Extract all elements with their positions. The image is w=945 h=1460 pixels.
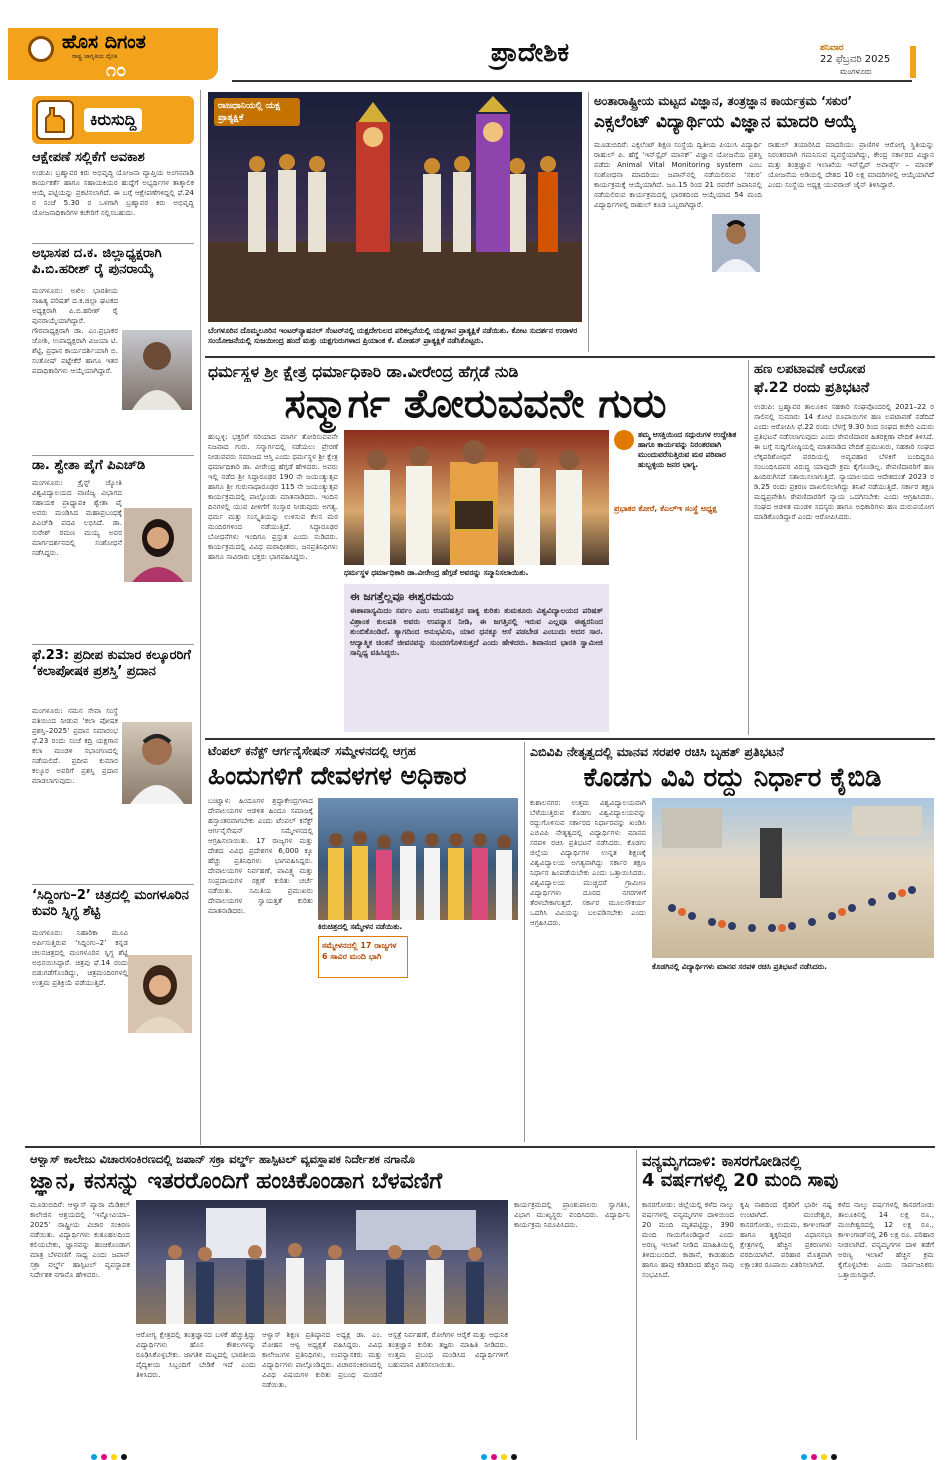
kodagu-photo-caption: ಕೊಡಗಿನಲ್ಲಿ ವಿದ್ಯಾರ್ಥಿಗಳು ಮಾನವ ಸರಪಳಿ ರಚಿಸಿ ಪ್ರತಿಭಟನೆ ನಡೆಸಿದರು. (652, 962, 827, 971)
wildlife-headline: 4 ವರ್ಷಗಳಲ್ಲಿ 20 ಮಂದಿ ಸಾವು (642, 1170, 839, 1191)
kodagu-kicker: ಎಬಿವಿಪಿ ನೇತೃತ್ವದಲ್ಲಿ ಮಾನವ ಸರಪಳಿ ರಚಿಸಿ ಬೃಹತ್ ಪ್ರತಿಭಟನೆ (530, 744, 784, 759)
main-body-part2 (208, 576, 338, 734)
alvas-col-3: ಆಳ್ವಾಸ್ ಶಿಕ್ಷಣ ಪ್ರತಿಷ್ಠಾನದ ಅಧ್ಯಕ್ಷ ಡಾ. ಎಂ. ಮೋಹನ ಆಳ್ವ ಅಧ್ಯಕ್ಷತೆ ವಹಿಸಿದ್ದರು. ವಿವಿಧ ಕಾಲೇಜುಗಳ ಪ್ರತಿನಿಧಿಗಳು, ಉಪನ್ಯಾಸಕರು ಮತ್ತು ವಿದ್ಯಾರ್ಥಿಗಳು ಪಾಲ್ಗೊಂಡಿದ್ದರು. ವಿಚಾರಸಂಕಿರಣದಲ್ಲಿ ವಿವಿಧ ವಿಷಯಗಳ ಕುರಿತು ಪ್ರಬಂಧ ಮಂಡನೆ ನಡೆಯಿತು. (262, 1330, 382, 1389)
main-body-part3 (614, 546, 742, 732)
kiru-suddi-label: ಕಿರುಸುದ್ದಿ (84, 108, 142, 132)
column-rule (636, 1150, 637, 1440)
brief-5 (32, 888, 194, 920)
quote-text: ತಮ್ಮ ಆಸಕ್ತಿಯಿಂದ ಸದ್ಗುರುಗಳ ಉದ್ದೇಶಿತ ಹಾಗೂ ಕಾರ್ಯವನ್ನು ನಿರಂತರವಾಗಿ ಮುಂದುವರೆಸುತ್ತಿರುವ ಮಠ ಪರಿವಾರ ಹುಬ್ಬಳ್ಳಿಯ ಜನರ ಭಾಗ್ಯ. (638, 430, 737, 469)
brief-2 (32, 246, 194, 278)
temple-body-3 (420, 936, 518, 1136)
alvas-col-1: ಮೂಡುಬಿದಿರೆ: ಆಳ್ವಾಸ್ ಪ್ಯಾರಾ ಮೆಡಿಕಲ್ ಕಾಲೇಜಿನ ಆಶ್ರಯದಲ್ಲಿ ‘ಇನ್ನೋವಿಯಾ–2025’ ರಾಷ್ಟ್ರೀಯ ವಿಚಾರ ಸಂಕಿರಣ ನಡೆಯಿತು. ವಿದ್ಯಾರ್ಥಿಗಳು ಕುತೂಹಲದಿಂದ ಕಲಿಯಬೇಕು, ಜ್ಞಾನವನ್ನು ಹಂಚಿಕೊಂಡಾಗ ಮಾತ್ರ ಬೆಳವಣಿಗೆ ಸಾಧ್ಯ ಎಂದು ಜಪಾನ್ ಸಕ್ರಾ ವರ್ಲ್ಡ್ ಹಾಸ್ಪಿಟಲ್ ವ್ಯವಸ್ಥಾಪಕ ನಿರ್ದೇಶಕ ನಗಾನೊ ಹೇಳಿದರು. (30, 1200, 130, 1279)
brief-4 (32, 648, 194, 680)
temple-factbox: ಸಮ್ಮೇಳನದಲ್ಲಿ 17 ರಾಜ್ಯಗಳ 6 ಸಾವಿರ ಮಂದಿ ಭಾಗಿ (318, 936, 408, 978)
wildlife-col-3: ಕಳೆದ ನಾಲ್ಕು ವರ್ಷಗಳಲ್ಲಿ ಕಾಸರಗೋಡು ತಾಲೂಕಿನಲ್ಲಿ 14 ಲಕ್ಷ ರೂ., ಮಂಜೇಶ್ವರದಲ್ಲಿ 12 ಲಕ್ಷ ರೂ., ಕಾಞಂಗಾಡ್‌ನಲ್ಲಿ 26 ಲಕ್ಷ ರೂ. ಪರಿಹಾರ ನೀಡಲಾಗಿದೆ. ವನ್ಯಮೃಗಗಳ ದಾಳಿ ತಡೆಗೆ ಅರಣ್ಯ ಇಲಾಖೆ ಹೆಚ್ಚಿನ ಕ್ರಮ ಕೈಗೊಳ್ಳಬೇಕು ಎಂದು ಸಾರ್ವಜನಿಕರು ಒತ್ತಾಯಿಸಿದ್ದಾರೆ. (838, 1200, 934, 1279)
brief-body: ಮಂಗಳೂರು: ಅಖಿಲ ಭಾರತೀಯ ಸಾಹಿತ್ಯ ಪರಿಷತ್ ದ.ಕ.ಜಿಲ್ಲಾ ಘಟಕದ ಅಧ್ಯಕ್ಷರಾಗಿ ಪಿ.ಬಿ.ಹರೀಶ್ ರೈ ಪುನರಾಯ್ಕೆಯಾಗಿದ್ದಾರೆ. ಗೌರವಾಧ್ಯಕ್ಷರಾಗಿ ಡಾ. ಎಂ.ಪ್ರಭಾಕರ ಜೋಶಿ, ಉಪಾಧ್ಯಕ್ಷರಾಗಿ ವಿಜಯಾ ಟಿ. ಶೆಟ್ಟಿ, ಪ್ರಧಾನ ಕಾರ್ಯದರ್ಶಿಯಾಗಿ ಬಿ. ಸಂತೋಷ್ ಪಟ್ಟೇಕೆರೆ ಹಾಗೂ ಇತರ ಪದಾಧಿಕಾರಿಗಳು ಆಯ್ಕೆಯಾಗಿದ್ದಾರೆ. (32, 286, 118, 375)
section-title: ಪ್ರಾದೇಶಿಕ (490, 38, 570, 68)
rahul-hegde-photo (712, 214, 760, 272)
yakshagana-photo (208, 92, 582, 322)
hegde-felicitation-photo (344, 430, 609, 565)
sakura-headline: ಎಕ್ಸಲೆಂಟ್ ವಿದ್ಯಾರ್ಥಿಯ ವಿಜ್ಞಾನ ಮಾದರಿ ಆಯ್ಕೆ (594, 112, 857, 132)
brief-headline: ಫೆ.23: ಪ್ರದೀಪ ಕುಮಾರ ಕಲ್ಕೂರರಿಗೆ ‘ಕಲಾಪೋಷಕ ಪ್ರಶಸ್ತಿ’ ಪ್ರದಾನ (32, 648, 191, 679)
pradeep-kalkura-photo (122, 722, 192, 804)
spiritual-box-title: ಈ ಜಗತ್ತೆಲ್ಲವೂ ಈಶ್ವರಮಯ (350, 590, 454, 603)
fraud-headline: ಫೆ.22 ರಂದು ಪ್ರತಿಭಟನೆ (754, 380, 870, 396)
logo-text: ಹೊಸ ದಿಗಂತ (62, 31, 146, 53)
registration-marks-center (480, 1446, 540, 1454)
main-body-part1: ಹುಬ್ಬಳ್ಳಿ: ಭಕ್ತರಿಗೆ ಸರಿಯಾದ ಮಾರ್ಗ ತೋರಿಸುವವನೇ ನಿಜವಾದ ಗುರು. ಸನ್ಮಾರ್ಗದಲ್ಲಿ ನಡೆಯಲು ಪ್ರೇರಣೆ ನೀಡುವವರು ಸಮಾಜದ ಆಸ್ತಿ ಎಂದು ಧರ್ಮಸ್ಥಳ ಶ್ರೀ ಕ್ಷೇತ್ರ ಧರ್ಮಾಧಿಕಾರಿ ಡಾ. ವೀರೇಂದ್ರ ಹೆಗ್ಗಡೆ ಹೇಳಿದರು. ಅವರು ಇಲ್ಲಿ ನಡೆದ ಶ್ರೀ ಸಿದ್ಧಾರೂಢರ 190 ನೇ ಜಯಂತ್ಯುತ್ಸವ ಹಾಗೂ ಶ್ರೀ ಗುರುನಾಥಾರೂಢರ 115 ನೇ ಜಯಂತ್ಯುತ್ಸವ ಕಾರ್ಯಕ್ರಮದಲ್ಲಿ ಪಾಲ್ಗೊಂಡು ಮಾತನಾಡಿದರು. ಇಂದಿನ ದಿನಗಳಲ್ಲಿ ಯುವ ಪೀಳಿಗೆಗೆ ಸಂಸ್ಕಾರ ನೀಡುವುದು ಅಗತ್ಯ. ಧರ್ಮ ಮತ್ತು ಸಂಸ್ಕೃತಿಯನ್ನು ಉಳಿಸುವ ಕೆಲಸ ಮಠ ಮಂದಿರಗಳಿಂದ ನಡೆಯುತ್ತಿದೆ. ಸಿದ್ಧಾರೂಢರ ಬೋಧನೆಗಳು ಇಂದಿಗೂ ಪ್ರಸ್ತುತ ಎಂದು ನುಡಿದರು. ಕಾರ್ಯಕ್ರಮದಲ್ಲಿ ವಿವಿಧ ಮಠಾಧೀಶರು, ಜನಪ್ರತಿನಿಧಿಗಳು ಹಾಗೂ ಸಾವಿರಾರು ಭಕ್ತರು ಭಾಗವಹಿಸಿದ್ದರು. (208, 432, 338, 561)
brief-body-cont (32, 436, 194, 456)
logo-emblem-icon (28, 36, 54, 62)
logo-tagline: ರಾಷ್ಟ್ರ ಜಾಗೃತಿಯ ದೈನಿಕ (72, 53, 118, 60)
brief-headline: ಅಭಾಸಪ ದ.ಕ. ಜಿಲ್ಲಾಧ್ಯಕ್ಷರಾಗಿ ಪಿ.ಬಿ.ಹರೀಶ್ ರೈ ಪುನರಾಯ್ಕೆ (32, 246, 162, 277)
orange-accent-bar (910, 46, 916, 78)
brief-body: ಮಂಗಳೂರು: ಕ್ರೈಸ್ಟ್ ಜ್ಯೋತಿ ವಿಶ್ವವಿದ್ಯಾಲಯದ ವಾಣಿಜ್ಯ ವಿಭಾಗದ ಸಹಾಯಕ ಪ್ರಾಧ್ಯಾಪಕಿ ಶ್ವೇತಾ ಪೈ ಅವರು ಮಂಡಿಸಿದ ಮಹಾಪ್ರಬಂಧಕ್ಕೆ ಪಿಎಚ್‌ಡಿ ಪದವಿ ಲಭಿಸಿದೆ. ಡಾ. ಸುರೇಶ್ ರಮಣ ಮಯ್ಯ ಅವರ ಮಾರ್ಗದರ್ಶನದಲ್ಲಿ ಸಂಶೋಧನೆ ನಡೆಸಿದ್ದರು. (32, 478, 122, 557)
page-number: ೧೦ (106, 60, 127, 81)
registration-marks-right (800, 1446, 860, 1454)
divider (32, 243, 194, 244)
alvas-col-4: ಆಸ್ಪತ್ರೆ ನಿರ್ವಹಣೆ, ರೋಗಿಗಳ ಆರೈಕೆ ಮತ್ತು ಆಧುನಿಕ ತಂತ್ರಜ್ಞಾನ ಕುರಿತು ತಜ್ಞರು ಮಾಹಿತಿ ನೀಡಿದರು. ಉತ್ತಮ ಪ್ರಬಂಧ ಮಂಡಿಸಿದ ವಿದ್ಯಾರ್ಥಿಗಳಿಗೆ ಬಹುಮಾನ ವಿತರಿಸಲಾಯಿತು. (388, 1330, 508, 1369)
alvas-headline: ಜ್ಞಾನ, ಕನಸನ್ನು ಇತರರೊಂದಿಗೆ ಹಂಚಿಕೊಂಡಾಗ ಬೆಳವಣಿಗೆ (30, 1169, 443, 1194)
divider (32, 644, 194, 645)
column-rule (524, 742, 525, 1142)
quote-author: ಪ್ರಭಾಕರ ಕೋರೆ, ಕೆಎಲ್‌ಇ ಸಂಸ್ಥೆ ಅಧ್ಯಕ್ಷ (614, 504, 717, 513)
wildlife-col-1: ಕಾಸರಗೋಡು: ಜಿಲ್ಲೆಯಲ್ಲಿ ಕಳೆದ ನಾಲ್ಕು ವರ್ಷಗಳಲ್ಲಿ ವನ್ಯಮೃಗಗಳ ದಾಳಿಯಿಂದ 20 ಮಂದಿ ಮೃತಪಟ್ಟಿದ್ದು, 390 ಮಂದಿ ಗಾಯಗೊಂಡಿದ್ದಾರೆ ಎಂದು ಅರಣ್ಯ ಇಲಾಖೆ ನೀಡಿದ ಮಾಹಿತಿಯಲ್ಲಿ ತಿಳಿದುಬಂದಿದೆ. ಕಾಡಾನೆ, ಕಾಡುಹಂದಿ ಹಾಗೂ ಹಾವು ಕಡಿತದಿಂದ ಹೆಚ್ಚಿನ ಸಾವು ಸಂಭವಿಸಿದೆ. (642, 1200, 734, 1279)
alvas-kicker: ಆಳ್ವಾಸ್ ಕಾಲೇಜು ವಿಚಾರಸಂಕಿರಣದಲ್ಲಿ ಜಪಾನ್ ಸಕ್ರಾ ವರ್ಲ್ಡ್ ಹಾಸ್ಪಿಟಲ್ ವ್ಯವಸ್ಥಾಪಕ ನಿರ್ದೇಶಕ ನಗಾನೊ (30, 1152, 415, 1166)
divider (32, 884, 194, 885)
spiritual-box (344, 584, 609, 732)
snigdha-shetty-photo (128, 955, 192, 1033)
brief-headline: ಡಾ. ಶ್ವೇತಾ ಪೈಗೆ ಪಿಎಚ್‌ಡಿ (32, 458, 146, 473)
alvas-col-5: ಕಾರ್ಯಕ್ರಮದಲ್ಲಿ ಪ್ರಾಂಶುಪಾಲರು ಸ್ವಾಗತಿಸಿ, ವಿಭಾಗ ಮುಖ್ಯಸ್ಥರು ವಂದಿಸಿದರು. ವಿದ್ಯಾರ್ಥಿನಿ ಕಾರ್ಯಕ್ರಮ ನಿರೂಪಿಸಿದರು. (514, 1200, 630, 1229)
quote-icon (614, 430, 634, 450)
kodagu-body: ಕುಶಾಲನಗರ: ಉತ್ತಮ ವಿಶ್ವವಿದ್ಯಾಲಯವಾಗಿ ಬೆಳೆಯುತ್ತಿರುವ ಕೊಡಗು ವಿಶ್ವವಿದ್ಯಾಲಯವನ್ನು ರದ್ದುಗೊಳಿಸುವ ಸರ್ಕಾರದ ನಿರ್ಧಾರವನ್ನು ಖಂಡಿಸಿ ಎಬಿವಿಪಿ ನೇತೃತ್ವದಲ್ಲಿ ವಿದ್ಯಾರ್ಥಿಗಳು ಮಾನವ ಸರಪಳಿ ರಚಿಸಿ ಪ್ರತಿಭಟನೆ ನಡೆಸಿದರು. ಕೊಡಗು ಜಿಲ್ಲೆಯ ವಿದ್ಯಾರ್ಥಿಗಳ ಉನ್ನತ ಶಿಕ್ಷಣಕ್ಕೆ ವಿಶ್ವವಿದ್ಯಾಲಯ ಅಗತ್ಯವಾಗಿದ್ದು ಸರ್ಕಾರ ತಕ್ಷಣ ನಿರ್ಧಾರ ಹಿಂಪಡೆಯಬೇಕು ಎಂದು ಒತ್ತಾಯಿಸಿದರು. ವಿಶ್ವವಿದ್ಯಾಲಯ ಮುಚ್ಚಿದರೆ ಗ್ರಾಮೀಣ ವಿದ್ಯಾರ್ಥಿಗಳು ದೂರದ ನಗರಗಳಿಗೆ ತೆರಳಬೇಕಾಗುತ್ತದೆ. ಸರ್ಕಾರ ಮೂಲಸೌಕರ್ಯ ಒದಗಿಸಿ ವಿವಿಯನ್ನು ಬಲಪಡಿಸಬೇಕು ಎಂದು ಆಗ್ರಹಿಸಿದರು. (530, 798, 646, 927)
section-rule (205, 356, 935, 358)
alvas-col-2: ಆರೋಗ್ಯ ಕ್ಷೇತ್ರದಲ್ಲಿ ತಂತ್ರಜ್ಞಾನದ ಬಳಕೆ ಹೆಚ್ಚುತ್ತಿದ್ದು ವಿದ್ಯಾರ್ಥಿಗಳು ಹೊಸ ಕೌಶಲಗಳನ್ನು ರೂಢಿಸಿಕೊಳ್ಳಬೇಕು. ಜಾಗತಿಕ ಮಟ್ಟದಲ್ಲಿ ಭಾರತೀಯ ವೈದ್ಯಕೀಯ ಸಿಬ್ಬಂದಿಗೆ ಬೇಡಿಕೆ ಇದೆ ಎಂದು ತಿಳಿಸಿದರು. (136, 1330, 256, 1379)
day-label: ಶನಿವಾರ (820, 43, 844, 53)
temple-kicker: ಟೆಂಪಲ್ ಕನೆಕ್ಟ್ ಆರ್ಗನೈಸೇಷನ್ ಸಮ್ಮೇಳನದಲ್ಲಿ ಆಗ್ರಹ (208, 744, 416, 758)
sakura-body-1: ಮೂಡುಬಿದಿರೆ: ಎಕ್ಸಲೆಂಟ್ ಶಿಕ್ಷಣ ಸಂಸ್ಥೆಯ ದ್ವಿತೀಯ ಪಿಯುಸಿ ವಿದ್ಯಾರ್ಥಿ ರಾಹುಲ್ ಪಿ. ಹೆಗ್ಡೆ ‘ಇನ್‌ಸ್ಪೈರ್ ಮಾನಕ್’ ವಿಜ್ಞಾನ ಯೋಜನೆಯ ಪ್ರಶಸ್ತಿ ಪಡೆದು Animal Vital Monitoring system ಎಂಬ ಸಂಶೋಧನಾ ಮಾದರಿಯು ಜಪಾನ್‌ನಲ್ಲಿ ನಡೆಯಲಿರುವ ‘ಸಕುರ’ ಕಾರ್ಯಕ್ರಮಕ್ಕೆ ಆಯ್ಕೆಯಾಗಿದೆ. ಜೂ.15 ರಿಂದ 21 ರವರೆಗೆ ಜಪಾನಿನಲ್ಲಿ ನಡೆಯಲಿರುವ ಕಾರ್ಯಕ್ರಮದಲ್ಲಿ ಭಾರತದಿಂದ ಆಯ್ಕೆಯಾದ 54 ಮಂದಿ ವಿದ್ಯಾರ್ಥಿಗಳಲ್ಲಿ ರಾಹುಲ್ ಕೂಡ ಒಬ್ಬರಾಗಿದ್ದಾರೆ. (594, 140, 762, 209)
temple-headline: ಹಿಂದುಗಳಿಗೆ ದೇವಳಗಳ ಅಧಿಕಾರ (208, 761, 467, 790)
brief-3 (32, 458, 194, 474)
harish-rai-photo (122, 330, 192, 410)
hand-gesture-icon (36, 100, 74, 140)
fraud-body: ಉಡುಪಿ: ಬ್ರಹ್ಮಾವರ ತಾಲೂಕಿನ ಸಹಕಾರಿ ಸಂಘವೊಂದರಲ್ಲಿ 2021–22 ರ ಸಾಲಿನಲ್ಲಿ ಸುಮಾರು 14 ಕೋಟಿ ರೂಪಾಯಿಗಳ ಹಣ ಲಪಟಾವಣೆ ನಡೆದಿದೆ ಎಂದು ಆರೋಪಿಸಿ ಫೆ.22 ರಂದು ಬೆಳಗ್ಗೆ 9.30 ರಿಂದ ಸಂಘದ ಕಚೇರಿ ಎದುರು ಪ್ರತಿಭಟನೆ ನಡೆಸಲಾಗುವುದು ಎಂದು ಠೇವಣಿದಾರರ ಹಿತರಕ್ಷಣಾ ವೇದಿಕೆ ತಿಳಿಸಿದೆ. ಈ ಬಗ್ಗೆ ಸುದ್ದಿಗೋಷ್ಠಿಯಲ್ಲಿ ಮಾತನಾಡಿದ ವೇದಿಕೆ ಪ್ರಮುಖರು, ಸಹಕಾರಿ ಸಂಘದ ಲೆಕ್ಕಪರಿಶೋಧನೆ ವರದಿಯಲ್ಲಿ ಅವ್ಯವಹಾರ ಬೆಳಕಿಗೆ ಬಂದಿದ್ದರೂ ಸಂಬಂಧಿಸಿದವರ ವಿರುದ್ಧ ಯಾವುದೇ ಕ್ರಮ ಕೈಗೊಂಡಿಲ್ಲ. ಠೇವಣಿದಾರರಿಗೆ ಹಣ ಹಿಂದಿರುಗಿಸದೆ ಸತಾಯಿಸಲಾಗುತ್ತಿದೆ. ನ್ಯಾಯಾಲಯದ ಆದೇಶದಂತೆ 2023 ರ ಡಿ.25 ರಂದು ಪ್ರಕರಣ ದಾಖಲಿಸಲಾಗಿದ್ದು ತನಿಖೆ ನಡೆಯುತ್ತಿದೆ. ಸರ್ಕಾರ ತಕ್ಷಣ ಮಧ್ಯಪ್ರವೇಶಿಸಿ ಠೇವಣಿದಾರರಿಗೆ ನ್ಯಾಯ ಒದಗಿಸಬೇಕು ಎಂದು ಆಗ್ರಹಿಸಿದರು. ಸಂಘದ ಆಡಳಿತ ಮಂಡಳಿ ಸದಸ್ಯರು ಹಾಗೂ ಅಧಿಕಾರಿಗಳು ಹಣ ದುರುಪಯೋಗ ಮಾಡಿಕೊಂಡಿದ್ದಾರೆ ಎಂದು ಆರೋಪಿಸಿದರು. (754, 402, 934, 521)
human-chain-photo (652, 798, 934, 958)
shwetha-pai-photo (124, 508, 192, 582)
column-rule (588, 92, 589, 352)
brief-1 (32, 150, 194, 258)
brief-body: ಉಡುಪಿ: ಬ್ರಹ್ಮಾವರ ಕಿರು ಅಭಿವೃದ್ಧಿ ಯೋಜನಾ ವ್ಯಾಪ್ತಿಯ ಅಂಗನವಾಡಿ ಕಾರ್ಯಕರ್ತೆ ಹಾಗೂ ಸಹಾಯಕಿಯರ ಹುದ್ದೆಗೆ ಅಭ್ಯರ್ಥಿಗಳ ತಾತ್ಕಾಲಿಕ ಆಯ್ಕೆ ಪಟ್ಟಿಯನ್ನು ಪ್ರಕಟಿಸಲಾಗಿದೆ. ಈ ಬಗ್ಗೆ ಆಕ್ಷೇಪಣೆಗಳಿದ್ದಲ್ಲಿ ಫೆ.24 ರ ಸಂಜೆ 5.30 ರ ಒಳಗಾಗಿ ಬ್ರಹ್ಮಾವರ ಕಿರು ಅಭಿವೃದ್ಧಿ ಯೋಜನಾಧಿಕಾರಿಗಳ ಕಚೇರಿಗೆ ಸಲ್ಲಿಸಬಹುದು. (32, 168, 194, 217)
section-rule (25, 1146, 935, 1148)
spiritual-box-body: ಈಶಾವಾಸ್ಯಮಿದಂ ಸರ್ವಂ ಎಂಬ ಉಪನಿಷತ್ತಿನ ವಾಕ್ಯ ಕುರಿತು ತುಮಕೂರು ವಿಶ್ವವಿದ್ಯಾಲಯದ ಪರಿಷತ್ ವಿಶ್ರಾಂತ ಕುಲಪತಿ ಅವರು ಉಪನ್ಯಾಸ ನೀಡಿ, ಈ ಜಗತ್ತಿನಲ್ಲಿ ಇರುವ ಎಲ್ಲವೂ ಈಶ್ವರನಿಂದ ತುಂಬಿಕೊಂಡಿದೆ. ತ್ಯಾಗದಿಂದ ಅನುಭವಿಸು, ಯಾರ ಧನಕ್ಕೂ ಆಸೆ ಪಡಬೇಡ ಎಂಬುದು ಅದರ ಸಾರ. ಆದ್ಯಾತ್ಮಿಕ ಚಿಂತನೆ ಜೀವನವನ್ನು ಸುಂದರಗೊಳಿಸುತ್ತದೆ ಎಂದು ಹೇಳಿದರು. ಶಿವಾನಂದ ಭಾರತಿ ಸ್ವಾಮೀಜಿ ಸಾನ್ನಿಧ್ಯ ವಹಿಸಿದ್ದರು. (350, 606, 603, 657)
location-label: ಮಂಗಳೂರು (840, 67, 872, 76)
yakshagana-caption: ಬೆಂಗಳೂರಿನ ದೊಮ್ಮಲೂರಿನ ಇಂಟರ್‌ನ್ಯಾಷನಲ್ ಸೆಂಟರ್‌ನಲ್ಲಿ ಯಕ್ಷದೇಗುಲದ ಪರಿಕಲ್ಪನೆಯಲ್ಲಿ ಯಕ್ಷಗಾನ ಪ್ರಾತ್ಯಕ್ಷಿಕೆ ನಡೆಯಿತು. ಕೋಟ ಸುದರ್ಶನ ಉರಾಳರ ಸಂಯೋಜನೆಯಲ್ಲಿ ಸುಜಯೀಂದ್ರ ಹಂದೆ ಮತ್ತು ಯಕ್ಷಗುರುಗಳಾದ ಪ್ರಿಯಾಂಕ ಕೆ. ಮೋಹನ್ ಪ್ರಾತ್ಯಕ್ಷಿಕೆ ನಡೆಸಿಕೊಟ್ಟರು. (208, 326, 578, 345)
main-photo-caption: ಧರ್ಮಸ್ಥಳ ಧರ್ಮಾಧಿಕಾರಿ ಡಾ.ವೀರೇಂದ್ರ ಹೆಗ್ಗಡೆ ಅವರನ್ನು ಸನ್ಮಾನಿಸಲಾಯಿತು. (344, 568, 529, 577)
date-label: 22 ಫೆಬ್ರವರಿ 2025 (820, 54, 891, 65)
quote-box (614, 430, 742, 540)
column-rule (200, 90, 201, 1145)
alvas-seminar-photo (136, 1200, 508, 1324)
brief-headline: ಆಕ್ಷೇಪಣೆ ಸಲ್ಲಿಕೆಗೆ ಅವಕಾಶ (32, 150, 145, 165)
photo-badge: ರಾಜಧಾನಿಯಲ್ಲಿ ಯಕ್ಷ ಪ್ರಾತ್ಯಕ್ಷಿಕೆ (214, 98, 300, 126)
brief-body: ಮಂಗಳೂರು: ನಮನ ಸೇವಾ ಸಂಸ್ಥೆ ವತಿಯಿಂದ ನೀಡುವ ‘ಕಲಾ ಪೋಷಕ ಪ್ರಶಸ್ತಿ–2025’ ಪ್ರದಾನ ಸಮಾರಂಭ ಫೆ.23 ರಂದು ಸಂಜೆ ಕದ್ರಿ ಯಕ್ಷಗಾನ ಕಲಾ ಮಂಡಳಿ ಸಭಾಂಗಣದಲ್ಲಿ ನಡೆಯಲಿದೆ. ಪ್ರದೀಪ ಕುಮಾರ ಕಲ್ಕೂರ ಅವರಿಗೆ ಪ್ರಶಸ್ತಿ ಪ್ರದಾನ ಮಾಡಲಾಗುವುದು. (32, 706, 118, 785)
brief-headline: ‘ಸಿದ್ದಿಂಗು–2’ ಚಿತ್ರದಲ್ಲಿ ಮಂಗಳೂರಿನ ಕುವರಿ ಸ್ನಿಗ್ಧ ಶೆಟ್ಟಿ (32, 888, 189, 919)
brief-body: ಮಂಗಳೂರು: ನಿಹಾರಿಕಾ ಮೂವಿ ಅರ್ಪಿಸುತ್ತಿರುವ ‘ಸಿದ್ದಿಂಗು–2’ ಕನ್ನಡ ಚಲನಚಿತ್ರದಲ್ಲಿ ಮಂಗಳೂರಿನ ಸ್ನಿಗ್ಧ ಶೆಟ್ಟಿ ಅಭಿನಯಿಸಿದ್ದಾರೆ. ಚಿತ್ರವು ಫೆ.14 ರಂದು ಬಿಡುಗಡೆಗೊಂಡಿದ್ದು, ಚಿತ್ರಮಂದಿರಗಳಲ್ಲಿ ಉತ್ತಮ ಪ್ರತಿಕ್ರಿಯೆ ಪಡೆಯುತ್ತಿದೆ. (32, 928, 128, 987)
masthead-logo (8, 28, 218, 80)
kodagu-body-2 (652, 978, 790, 1136)
masthead-rule (232, 80, 912, 82)
main-headline: ಸನ್ಮಾರ್ಗ ತೋರುವವನೇ ಗುರು (284, 381, 667, 427)
temple-body-2 (318, 982, 416, 1136)
kiru-suddi-header (32, 96, 194, 144)
temple-conference-photo (318, 798, 518, 920)
date-block (820, 42, 935, 78)
fraud-kicker: ಹಣ ಲಪಟಾವಣೆ ಆರೋಪ (754, 362, 866, 377)
wildlife-col-2: ಕೃಷಿ ನಾಶದಿಂದ ರೈತರಿಗೆ ಭಾರೀ ನಷ್ಟ ಉಂಟಾಗಿದೆ. ಮಂಜೇಶ್ವರ, ಕಾಸರಗೋಡು, ಉದುಮ, ಕಾಞಂಗಾಡ್ ಹಾಗೂ ತೃಕ್ಕರಿಪುರ ವಿಧಾನಸಭಾ ಕ್ಷೇತ್ರಗಳಲ್ಲಿ ಹೆಚ್ಚಿನ ಪ್ರಕರಣಗಳು ವರದಿಯಾಗಿವೆ. ಪರಿಹಾರ ಮೊತ್ತವಾಗಿ ಲಕ್ಷಾಂತರ ರೂಪಾಯಿ ವಿತರಿಸಲಾಗಿದೆ. (740, 1200, 832, 1269)
temple-photo-caption: ಕಿರುಚಿತ್ರದಲ್ಲಿ ಸಮ್ಮೇಳನ ನಡೆಯಿತು. (318, 922, 403, 931)
wildlife-kicker: ವನ್ಯಮೃಗದಾಳಿ: ಕಾಸರಗೋಡಿನಲ್ಲಿ (642, 1152, 802, 1170)
kodagu-body-3 (796, 978, 934, 1136)
sakura-kicker: ಅಂತಾರಾಷ್ಟ್ರೀಯ ಮಟ್ಟದ ವಿಜ್ಞಾನ, ತಂತ್ರಜ್ಞಾನ ಕಾರ್ಯಕ್ರಮ ‘ಸಕುರ’ (594, 94, 853, 108)
main-kicker: ಧರ್ಮಸ್ಥಳ ಶ್ರೀ ಕ್ಷೇತ್ರ ಧರ್ಮಾಧಿಕಾರಿ ಡಾ.ವೀರೇಂದ್ರ ಹೆಗ್ಗಡೆ ನುಡಿ (208, 363, 519, 381)
registration-marks-left (90, 1446, 150, 1454)
kodagu-headline: ಕೊಡಗು ವಿವಿ ರದ್ದು ನಿರ್ಧಾರ ಕೈಬಿಡಿ (583, 763, 882, 793)
divider (32, 455, 194, 456)
column-rule (748, 360, 749, 735)
section-rule (205, 738, 935, 740)
sakura-body-2: ರಾಹುಲ್ ತಯಾರಿಸಿದ ಮಾದರಿಯು ಪ್ರಾಣಿಗಳ ಆರೋಗ್ಯ ಸ್ಥಿತಿಯನ್ನು ನಿರಂತರವಾಗಿ ಗಮನಿಸುವ ವ್ಯವಸ್ಥೆಯಾಗಿದ್ದು, ಕೇಂದ್ರ ಸರ್ಕಾರದ ವಿಜ್ಞಾನ ಮತ್ತು ತಂತ್ರಜ್ಞಾನ ಇಲಾಖೆಯ ಇನ್‌ಸ್ಪೈರ್ ಅವಾರ್ಡ್ಸ್ – ಮಾನಕ್ ಯೋಜನೆಯ ಅಡಿಯಲ್ಲಿ ದೇಶದ 10 ಲಕ್ಷ ಮಾದರಿಗಳಲ್ಲಿ ಆಯ್ಕೆಯಾಗಿದೆ ಎಂದು ಸಂಸ್ಥೆಯ ಅಧ್ಯಕ್ಷ ಯುವರಾಜ್ ಜೈನ್ ತಿಳಿಸಿದ್ದಾರೆ. (768, 140, 934, 189)
temple-body: ಬಂಟ್ವಾಳ: ಹಿಂದೂಗಳ ಶ್ರದ್ಧಾಕೇಂದ್ರಗಳಾದ ದೇವಾಲಯಗಳ ಆಡಳಿತ ಹಿಂದೂ ಸಮಾಜಕ್ಕೆ ಹಸ್ತಾಂತರವಾಗಬೇಕು ಎಂದು ಟೆಂಪಲ್ ಕನೆಕ್ಟ್ ಆರ್ಗನೈಸೇಷನ್ ಸಮ್ಮೇಳನದಲ್ಲಿ ಆಗ್ರಹಿಸಲಾಯಿತು. 17 ರಾಜ್ಯಗಳ ಮತ್ತು ದೇಶದ ವಿವಿಧ ಪ್ರದೇಶಗಳ 6,000 ಕ್ಕೂ ಹೆಚ್ಚು ಪ್ರತಿನಿಧಿಗಳು ಭಾಗವಹಿಸಿದ್ದರು. ದೇವಾಲಯಗಳ ನಿರ್ವಹಣೆ, ಪಾವಿತ್ರ್ಯ ಮತ್ತು ಸಂಪ್ರದಾಯಗಳ ರಕ್ಷಣೆ ಕುರಿತು ಚರ್ಚೆ ನಡೆಯಿತು. ಸಮಿತಿಯ ಪ್ರಮುಖರು ದೇವಾಲಯಗಳ ಸ್ವಾಯತ್ತತೆ ಕುರಿತು ಮಾತನಾಡಿದರು. (208, 796, 313, 915)
